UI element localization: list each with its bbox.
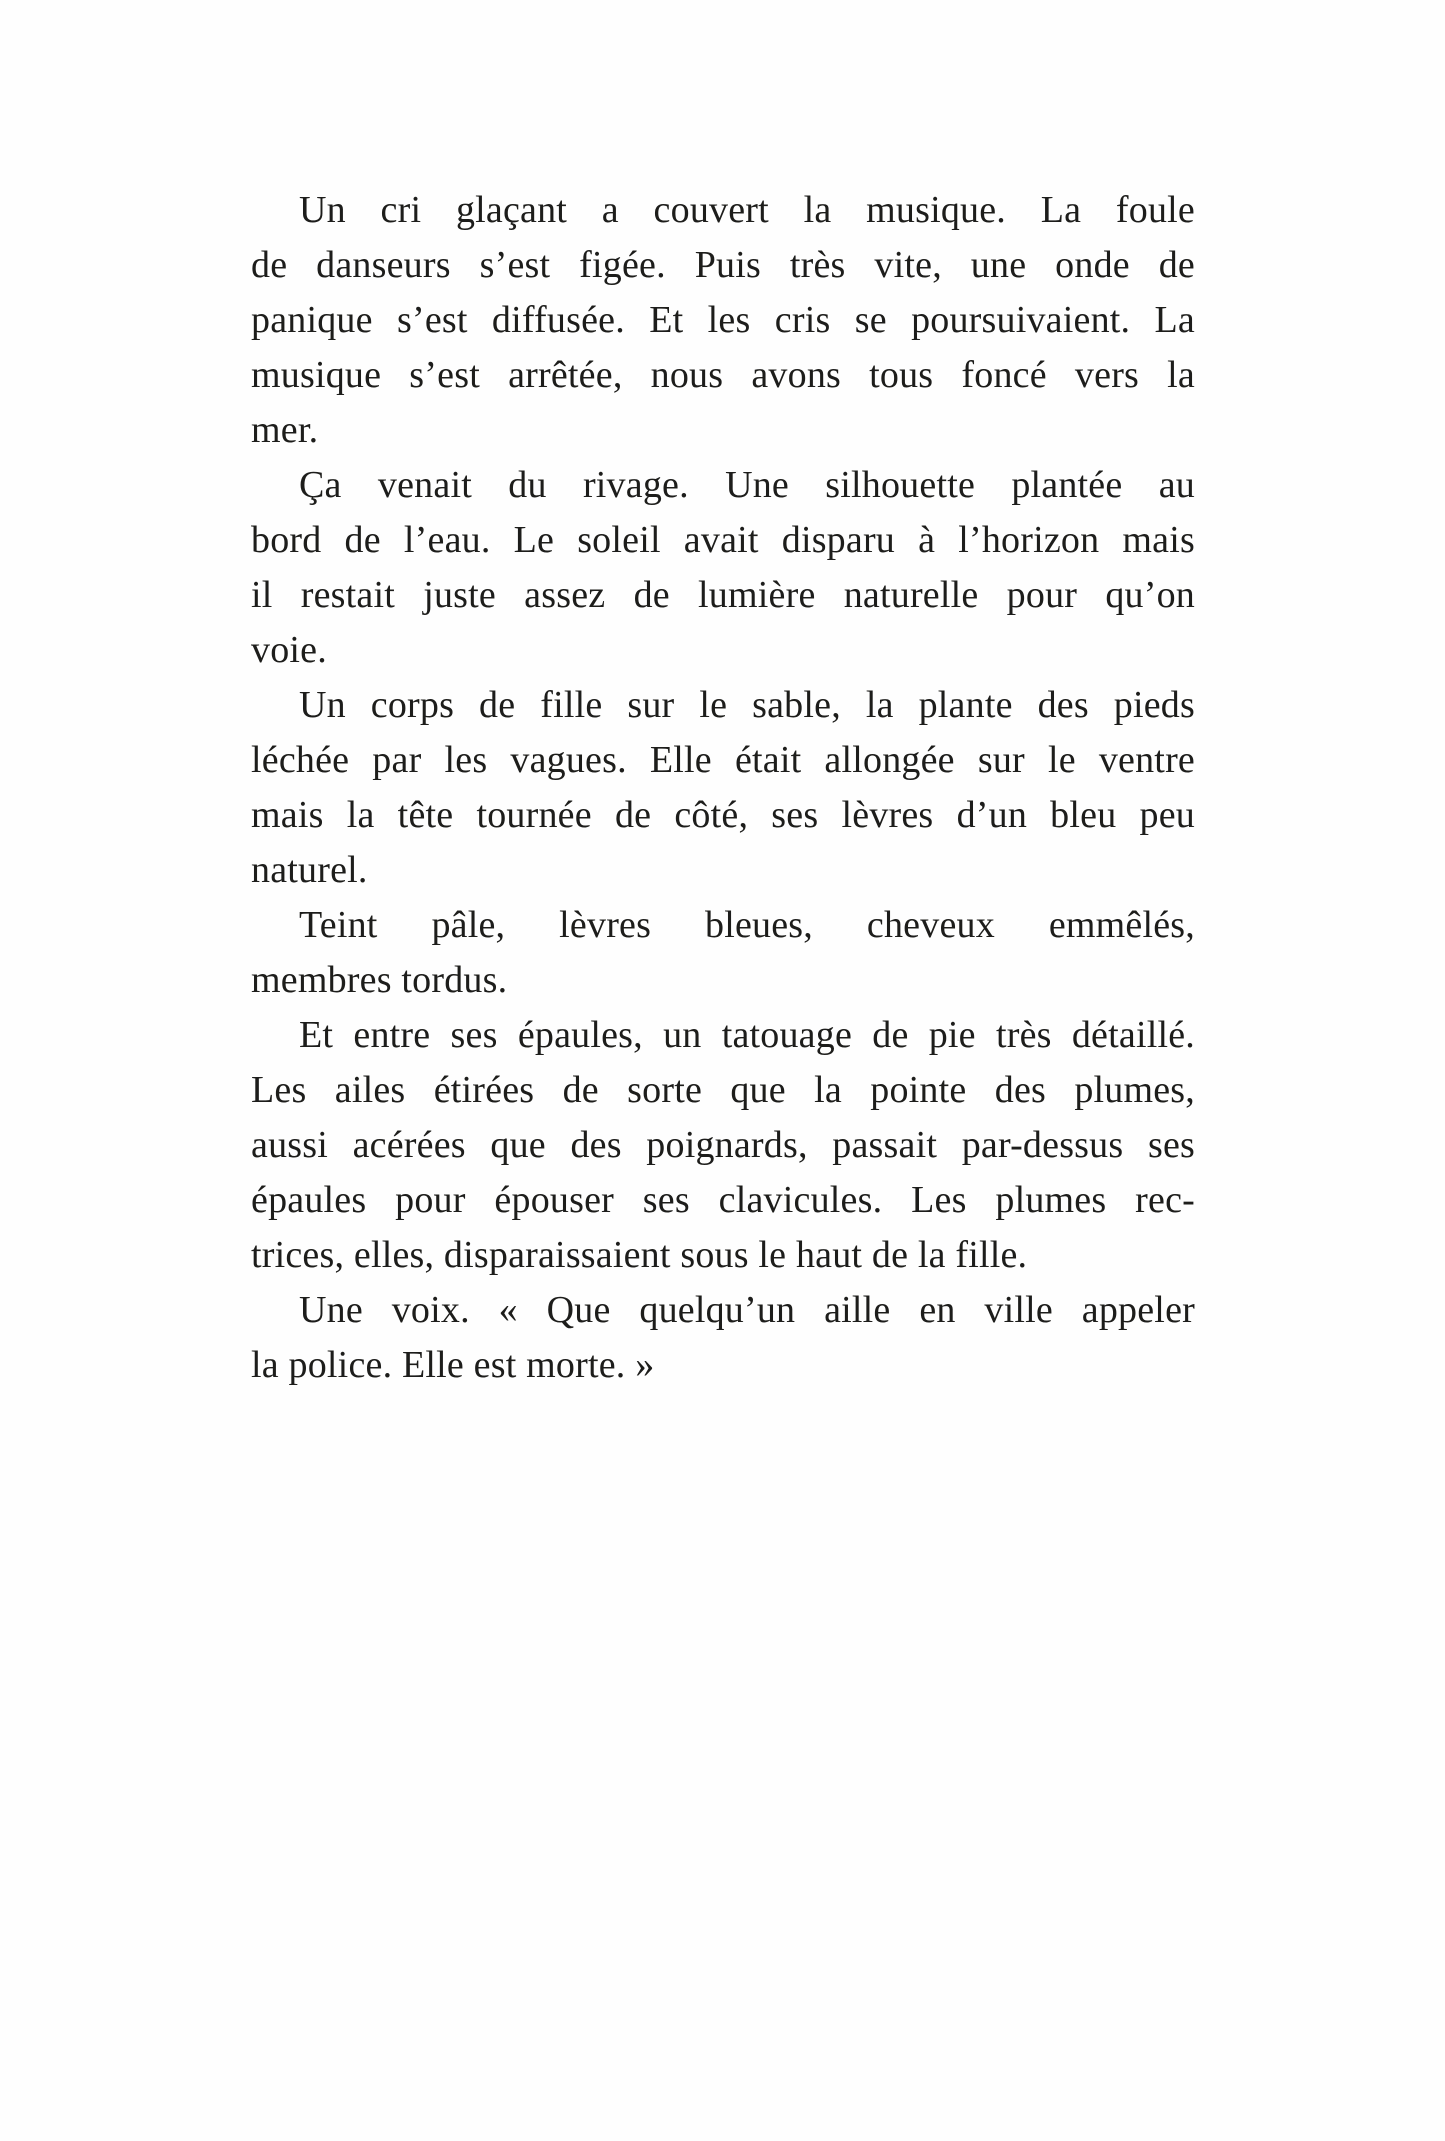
text-line: la police. Elle est morte. »	[251, 1344, 655, 1386]
text-line: bord de l’eau. Le soleil avait disparu à l’horizon mais	[251, 519, 1195, 561]
text-line: Et entre ses épaules, un tatouage de pie très détaillé.	[299, 1014, 1195, 1056]
text-line: il restait juste assez de lumière naturelle pour qu’on	[251, 574, 1195, 616]
paragraph	[251, 1008, 1195, 1283]
text-line: musique s’est arrêtée, nous avons tous foncé vers la	[251, 354, 1195, 396]
text-line: Les ailes étirées de sorte que la pointe des plumes,	[251, 1069, 1195, 1111]
page-text-block	[251, 183, 1195, 1393]
text-line: trices, elles, disparaissaient sous le haut de la fille.	[251, 1234, 1028, 1276]
text-line: membres tordus.	[251, 959, 508, 1001]
text-line: de danseurs s’est figée. Puis très vite, une onde de	[251, 244, 1195, 286]
text-line: mer.	[251, 409, 319, 451]
text-line: mais la tête tournée de côté, ses lèvres d’un bleu peu	[251, 794, 1195, 836]
paragraph	[251, 458, 1195, 678]
text-line: Ça venait du rivage. Une silhouette plantée au	[299, 464, 1195, 506]
text-line: Un corps de fille sur le sable, la plante des pieds	[299, 684, 1195, 726]
text-line: Une voix. « Que quelqu’un aille en ville appeler	[299, 1289, 1195, 1331]
text-line: panique s’est diffusée. Et les cris se poursuivaient. La	[251, 299, 1195, 341]
paragraph	[251, 678, 1195, 898]
text-line: aussi acérées que des poignards, passait par-dessus ses	[251, 1124, 1195, 1166]
text-line: voie.	[251, 629, 327, 671]
text-line: épaules pour épouser ses clavicules. Les plumes rec-	[251, 1179, 1195, 1221]
paragraph	[251, 898, 1195, 1008]
text-line: Teint pâle, lèvres bleues, cheveux emmêlés,	[299, 904, 1195, 946]
paragraph	[251, 1283, 1195, 1393]
text-line: léchée par les vagues. Elle était allongée sur le ventre	[251, 739, 1195, 781]
paragraph	[251, 183, 1195, 458]
text-line: naturel.	[251, 849, 368, 891]
text-line: Un cri glaçant a couvert la musique. La foule	[299, 189, 1195, 231]
